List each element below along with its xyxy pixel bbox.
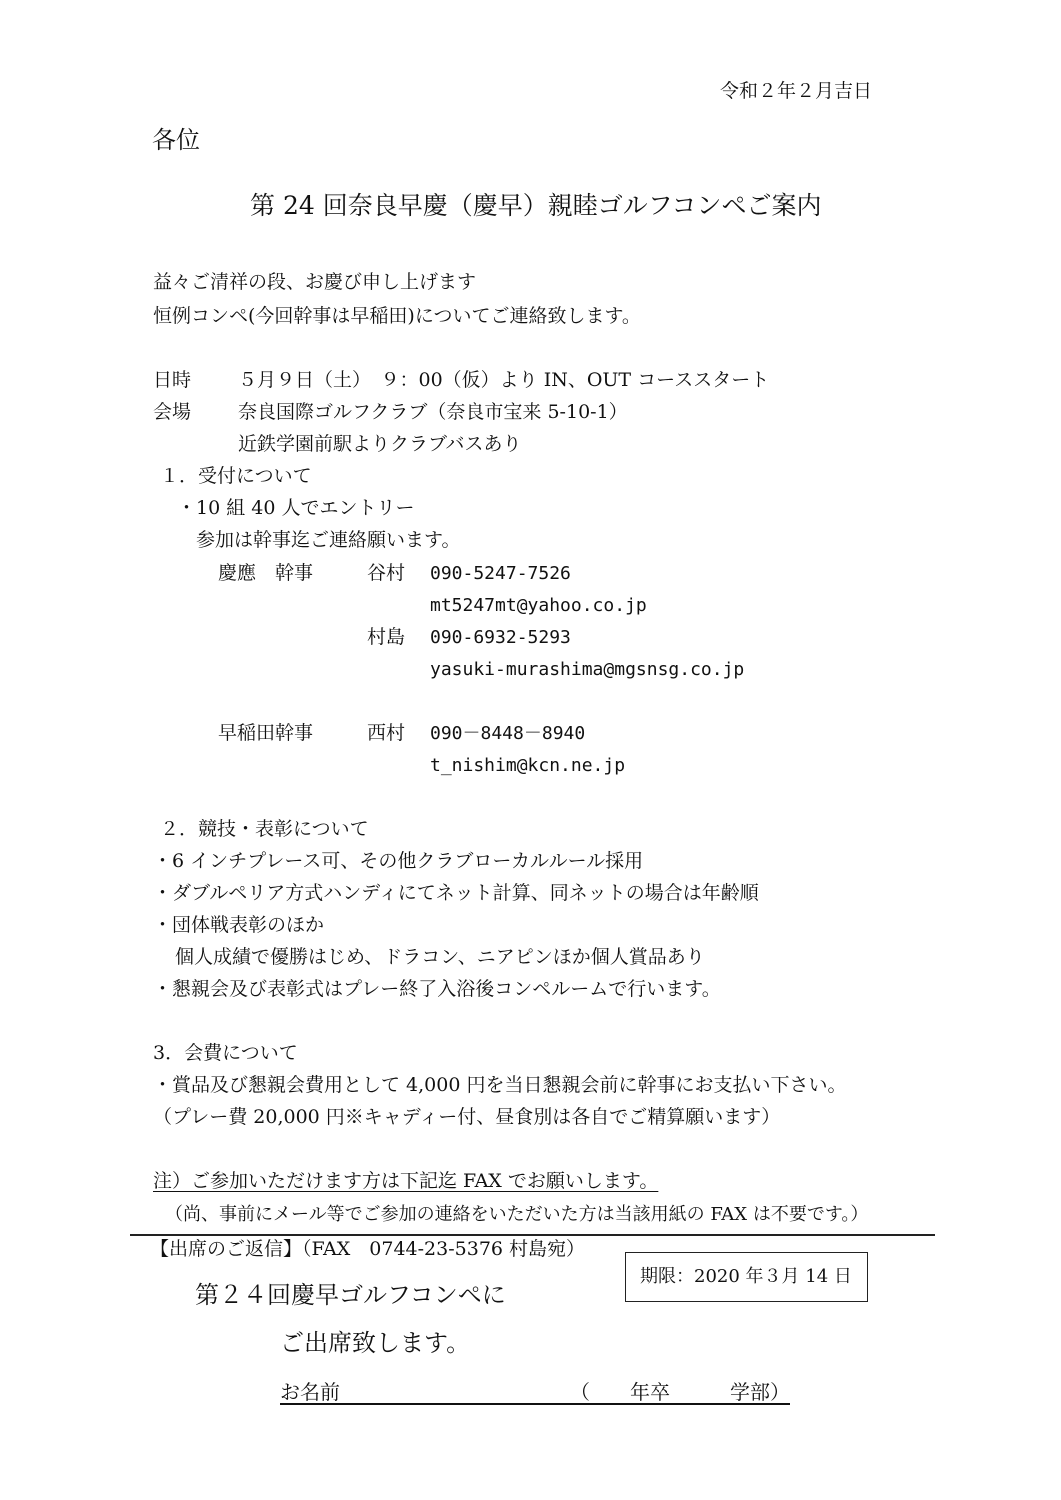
section-divider bbox=[130, 1234, 935, 1236]
contact-name: 西村 bbox=[367, 722, 406, 744]
contact-email: t_nishim@kcn.ne.jp bbox=[430, 755, 626, 776]
date-value: ５月９日（土） ９：00（仮）より IN、OUT コーススタート bbox=[238, 369, 770, 391]
reply-line-1: 第２４回慶早ゴルフコンペに bbox=[195, 1281, 506, 1309]
page-title: 第 24 回奈良早慶（慶早）親睦ゴルフコンペご案内 bbox=[250, 191, 822, 220]
venue-note: 近鉄学園前駅よりクラブバスあり bbox=[238, 433, 522, 455]
rules-item: ・ダブルペリア方式ハンディにてネット計算、同ネットの場合は年齢順 bbox=[153, 882, 759, 904]
document-date: 令和２年２月吉日 bbox=[720, 80, 873, 102]
rules-item: 個人成績で優勝はじめ、ドラコン、ニアピンほか個人賞品あり bbox=[175, 946, 705, 968]
deadline-text: 期限：2020 年３月 14 日 bbox=[640, 1266, 852, 1287]
fee-note: （プレー費 20,000 円※キャディー付、昼食別は各自でご精算願います） bbox=[153, 1106, 781, 1128]
entry-note: 参加は幹事迄ご連絡願います。 bbox=[196, 529, 461, 551]
venue-label: 会場 bbox=[153, 401, 192, 423]
salutation: 各位 bbox=[152, 126, 200, 154]
rules-item: ・6 インチプレース可、その他クラブローカルルール採用 bbox=[153, 850, 644, 872]
contact-email: mt5247mt@yahoo.co.jp bbox=[430, 595, 647, 616]
date-label: 日時 bbox=[153, 369, 192, 391]
deadline-box bbox=[625, 1252, 868, 1302]
fax-notice-note: （尚、事前にメール等でご参加の連絡をいただいた方は当該用紙の FAX は不要です。） bbox=[165, 1204, 869, 1225]
keio-organizer-label: 慶應 幹事 bbox=[218, 562, 314, 584]
waseda-organizer-label: 早稲田幹事 bbox=[218, 722, 314, 744]
contact-phone: 090-5247-7526 bbox=[430, 563, 571, 584]
section3-heading: 3．会費について bbox=[153, 1042, 298, 1064]
entry-bullet: ・10 組 40 人でエントリー bbox=[177, 497, 415, 519]
fee-text: ・賞品及び懇親会費用として 4,000 円を当日懇親会前に幹事にお支払い下さい。 bbox=[153, 1074, 847, 1096]
fax-notice: 注）ご参加いただけます方は下記迄 FAX でお願いします。 bbox=[153, 1170, 659, 1192]
contact-phone: 090－8448－8940 bbox=[430, 723, 586, 744]
rules-item: ・団体戦表彰のほか bbox=[153, 914, 325, 936]
rules-item: ・懇親会及び表彰式はプレー終了入浴後コンペルームで行います。 bbox=[153, 978, 721, 1000]
contact-email: yasuki-murashima@mgsnsg.co.jp bbox=[430, 659, 745, 680]
contact-name: 谷村 bbox=[367, 562, 406, 584]
section2-heading: ２．競技・表彰について bbox=[160, 818, 369, 840]
reply-line-2: ご出席致します。 bbox=[280, 1329, 471, 1357]
intro-greeting: 益々ご清祥の段、お慶び申し上げます bbox=[153, 271, 477, 293]
intro-message: 恒例コンペ(今回幹事は早稲田)についてご連絡致します。 bbox=[153, 305, 641, 327]
reply-heading: 【出席のご返信】（FAX 0744-23-5376 村島宛） bbox=[150, 1238, 586, 1260]
venue-value: 奈良国際ゴルフクラブ（奈良市宝来 5-10-1） bbox=[238, 401, 628, 423]
contact-name: 村島 bbox=[367, 626, 406, 648]
name-field[interactable]: お名前 （ 年卒 学部） bbox=[280, 1380, 790, 1404]
section1-heading: １．受付について bbox=[160, 465, 312, 487]
contact-phone: 090-6932-5293 bbox=[430, 627, 571, 648]
